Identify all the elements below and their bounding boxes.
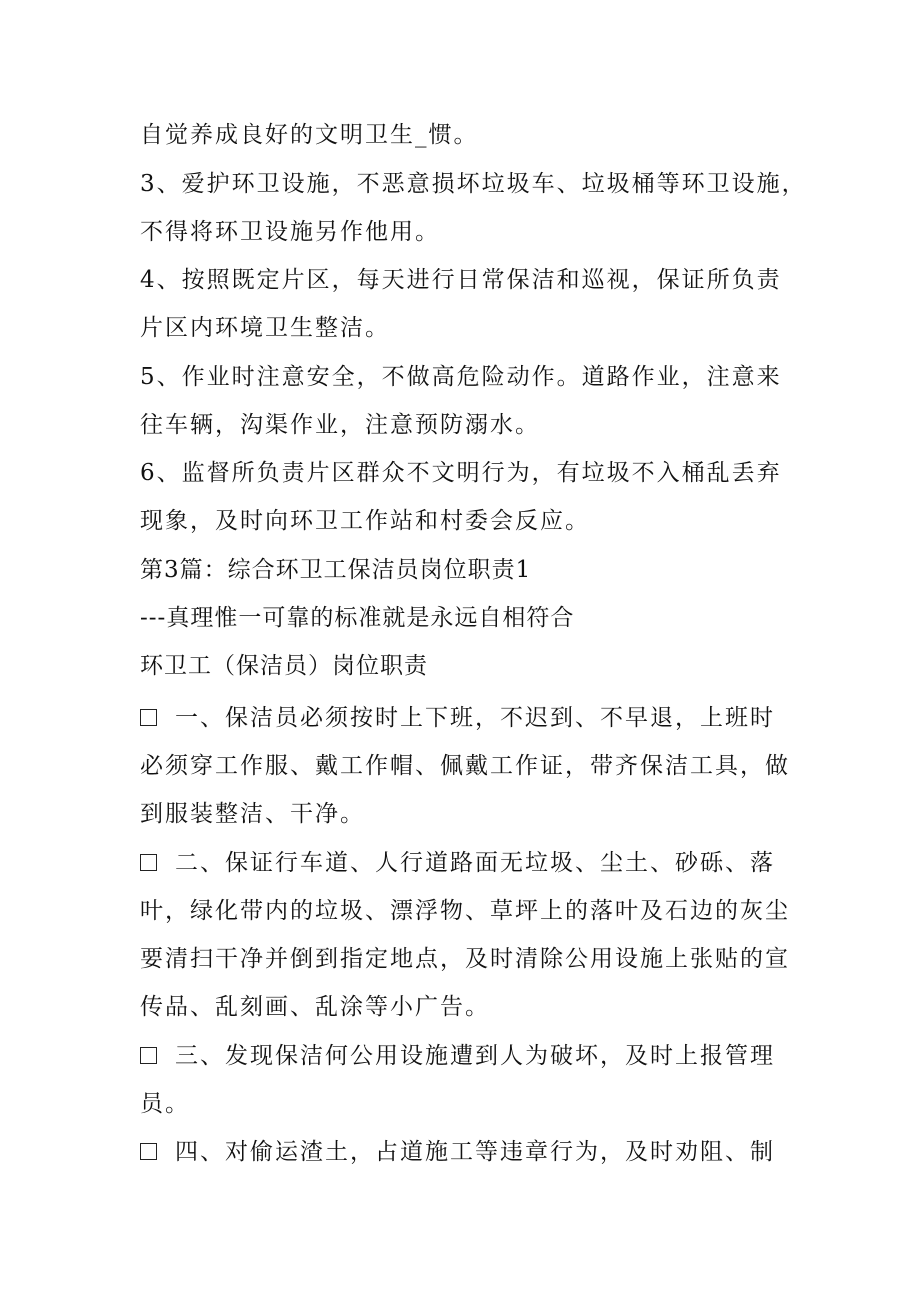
paragraph-line: 往车辆，沟渠作业，注意预防溺水。 xyxy=(140,412,540,438)
subsection-title: 环卫工（保洁员）岗位职责 xyxy=(140,653,428,679)
checkbox-icon xyxy=(140,1047,157,1064)
paragraph-line: 要清扫干净并倒到指定地点，及时清除公用设施上张贴的宣 xyxy=(140,946,790,972)
checkbox-icon xyxy=(140,854,157,871)
section-heading: 第3篇：综合环卫工保洁员岗位职责1 xyxy=(140,557,532,583)
list-item xyxy=(140,1041,775,1071)
paragraph-line: 6、监督所负责片区群众不文明行为，有垃圾不入桶乱丢弃 xyxy=(140,460,782,486)
paragraph-line: 叶，绿化带内的垃圾、漂浮物、草坪上的落叶及石边的灰尘 xyxy=(140,898,790,924)
list-item-text: 一、保洁员必须按时上下班，不迟到、不早退，上班时 xyxy=(175,705,775,731)
list-item xyxy=(140,848,775,878)
paragraph-line: 片区内环境卫生整洁。 xyxy=(140,315,390,341)
quote-line: ---真理惟一可靠的标准就是永远自相符合 xyxy=(140,605,575,631)
paragraph-line: 不得将环卫设施另作他用。 xyxy=(140,219,440,245)
paragraph-line: 3、爱护环卫设施，不恶意损坏垃圾车、垃圾桶等环卫设施， xyxy=(140,171,807,197)
checkbox-icon xyxy=(140,1143,157,1160)
checkbox-icon xyxy=(140,709,157,726)
list-item-text: 四、对偷运渣土，占道施工等违章行为，及时劝阻、制 xyxy=(175,1139,775,1165)
list-item-text: 二、保证行车道、人行道路面无垃圾、尘土、砂砾、落 xyxy=(175,850,775,876)
paragraph-line: 传品、乱刻画、乱涂等小广告。 xyxy=(140,994,490,1020)
list-item xyxy=(140,703,775,733)
paragraph-line: 5、作业时注意安全，不做高危险动作。道路作业，注意来 xyxy=(140,364,782,390)
paragraph-line: 到服装整洁、干净。 xyxy=(140,801,365,827)
paragraph-line: 员。 xyxy=(140,1091,190,1117)
paragraph-line: 自觉养成良好的文明卫生_惯。 xyxy=(140,122,479,148)
paragraph-line: 4、按照既定片区，每天进行日常保洁和巡视，保证所负责 xyxy=(140,267,782,293)
paragraph-line: 必须穿工作服、戴工作帽、佩戴工作证，带齐保洁工具，做 xyxy=(140,753,790,779)
list-item xyxy=(140,1137,775,1167)
list-item-text: 三、发现保洁何公用设施遭到人为破坏，及时上报管理 xyxy=(175,1043,775,1069)
paragraph-line: 现象，及时向环卫工作站和村委会反应。 xyxy=(140,508,590,534)
